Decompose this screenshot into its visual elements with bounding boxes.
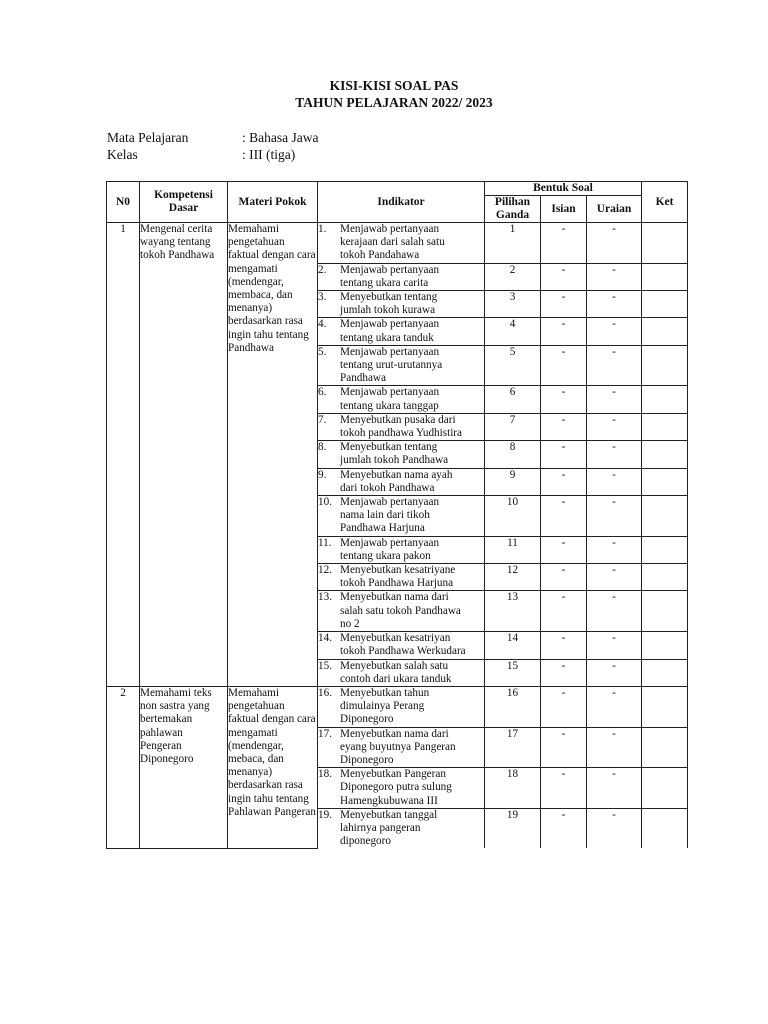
pilihan-ganda-cell: 13 [485, 591, 541, 632]
ket-cell [642, 659, 688, 686]
ket-cell [642, 345, 688, 386]
isian-cell: - [541, 564, 587, 591]
isian-cell: - [541, 441, 587, 468]
ket-cell [642, 468, 688, 495]
indikator-text: Menjawab pertanyaan tentang ukara tanduk [340, 318, 440, 344]
indikator-number: 6. [318, 386, 327, 399]
ket-cell [642, 686, 688, 727]
ket-cell [642, 223, 688, 264]
indikator-text: Menyebutkan nama ayah dari tokoh Pandhawa [340, 468, 453, 494]
ket-cell [642, 536, 688, 563]
uraian-cell: - [587, 291, 642, 318]
header-materi-pokok: Materi Pokok [228, 182, 318, 223]
uraian-cell: - [587, 686, 642, 727]
indikator-text: Menjawab pertanyaan tentang ukara tanggap [340, 386, 440, 412]
uraian-cell: - [587, 808, 642, 848]
uraian-cell: - [587, 223, 642, 264]
group-number: 2 [107, 686, 140, 848]
indikator-number: 15. [318, 659, 332, 672]
pilihan-ganda-cell: 16 [485, 686, 541, 727]
indikator-text: Menyebutkan Pangeran Diponegoro putra sulung Hamengkubuwana III [340, 768, 452, 807]
indikator-cell [318, 727, 485, 768]
meta-subject-value: : Bahasa Jawa [242, 130, 319, 145]
pilihan-ganda-cell: 17 [485, 727, 541, 768]
header-ket: Ket [642, 182, 688, 223]
isian-cell: - [541, 727, 587, 768]
indikator-cell [318, 768, 485, 809]
header-kompetensi-dasar: Kompetensi Dasar [140, 182, 228, 223]
indikator-number: 17. [318, 727, 332, 740]
uraian-cell: - [587, 496, 642, 537]
ket-cell [642, 632, 688, 659]
indikator-number: 4. [318, 318, 327, 331]
indikator-text: Menyebutkan tentang jumlah tokoh kurawa [340, 291, 438, 317]
materi-pokok-cell: Memahami pengetahuan faktual dengan cara mengamati (mendengar, membaca, dan menanya) berdasarkan rasa ingin tahu tentang Pandhawa [228, 223, 318, 687]
indikator-cell [318, 386, 485, 413]
pilihan-ganda-cell: 6 [485, 386, 541, 413]
indikator-text: Menyebutkan salah satu contoh dari ukara tanduk [340, 659, 452, 685]
pilihan-ganda-cell: 9 [485, 468, 541, 495]
table-row [107, 686, 688, 727]
header-isian: Isian [541, 196, 587, 223]
pilihan-ganda-cell: 4 [485, 318, 541, 345]
indikator-text: Menyebutkan kesatriyane tokoh Pandhawa Harjuna [340, 564, 456, 590]
indikator-cell [318, 223, 485, 264]
ket-cell [642, 318, 688, 345]
indikator-number: 19. [318, 808, 332, 821]
indikator-cell [318, 564, 485, 591]
indikator-cell [318, 318, 485, 345]
uraian-cell: - [587, 768, 642, 809]
indikator-number: 13. [318, 591, 332, 604]
group-number: 1 [107, 223, 140, 687]
indikator-cell [318, 345, 485, 386]
indikator-number: 1. [318, 223, 327, 235]
indikator-number: 9. [318, 468, 327, 481]
indikator-number: 7. [318, 413, 327, 426]
indikator-cell [318, 496, 485, 537]
uraian-cell: - [587, 659, 642, 686]
isian-cell: - [541, 468, 587, 495]
indikator-cell [318, 263, 485, 290]
uraian-cell: - [587, 345, 642, 386]
pilihan-ganda-cell: 11 [485, 536, 541, 563]
indikator-number: 11. [318, 536, 332, 549]
ket-cell [642, 386, 688, 413]
kompetensi-dasar-cell: Memahami teks non sastra yang bertemakan pahlawan Pengeran Diponegoro [140, 686, 228, 848]
indikator-cell [318, 808, 485, 848]
indikator-text: Menyebutkan nama dari eyang buyutnya Pangeran Diponegoro [340, 727, 456, 766]
uraian-cell: - [587, 564, 642, 591]
indikator-cell [318, 441, 485, 468]
indikator-number: 12. [318, 564, 332, 577]
indikator-text: Menjawab pertanyaan nama lain dari tikoh Pandhawa Harjuna [340, 496, 440, 535]
table-body [107, 223, 688, 849]
header-pilihan-ganda: Pilihan Ganda [485, 196, 541, 223]
pilihan-ganda-cell: 5 [485, 345, 541, 386]
indikator-text: Menyebutkan nama dari salah satu tokoh Pandhawa no 2 [340, 591, 461, 630]
ket-cell [642, 768, 688, 809]
indikator-number: 14. [318, 632, 332, 645]
indikator-cell [318, 536, 485, 563]
meta-class-label: Kelas [107, 147, 138, 162]
pilihan-ganda-cell: 19 [485, 808, 541, 848]
uraian-cell: - [587, 441, 642, 468]
indikator-text: Menjawab pertanyaan tentang ukara pakon [340, 536, 440, 562]
isian-cell: - [541, 591, 587, 632]
meta-class [107, 147, 295, 163]
indikator-cell [318, 659, 485, 686]
indikator-number: 16. [318, 686, 332, 699]
ket-cell [642, 441, 688, 468]
isian-cell: - [541, 291, 587, 318]
pilihan-ganda-cell: 2 [485, 263, 541, 290]
isian-cell: - [541, 808, 587, 848]
indikator-text: Menjawab pertanyaan tentang urut-urutannya Pandhawa [340, 345, 443, 385]
document-title: KISI-KISI SOAL PAS [329, 78, 459, 93]
ket-cell [642, 591, 688, 632]
uraian-cell: - [587, 727, 642, 768]
isian-cell: - [541, 318, 587, 345]
pilihan-ganda-cell: 7 [485, 413, 541, 440]
indikator-cell [318, 468, 485, 495]
ket-cell [642, 496, 688, 537]
indikator-number: 5. [318, 345, 327, 358]
indikator-text: Menyebutkan pusaka dari tokoh pandhawa Yudhistira [340, 413, 463, 440]
indikator-text: Menyebutkan kesatriyan tokoh Pandhawa Werkudara [340, 632, 466, 658]
isian-cell: - [541, 263, 587, 290]
uraian-cell: - [587, 318, 642, 345]
isian-cell: - [541, 632, 587, 659]
isian-cell: - [541, 686, 587, 727]
materi-pokok-cell: Memahami pengetahuan faktual dengan cara mengamati (mendengar, mebaca, dan menanya) berdasarkan rasa ingin tahu tentang Pahlawan Pangeran [228, 686, 318, 848]
isian-cell: - [541, 768, 587, 809]
isian-cell: - [541, 345, 587, 386]
indikator-text: Menjawab pertanyaan tentang ukara carita [340, 263, 440, 289]
pilihan-ganda-cell: 1 [485, 223, 541, 264]
indikator-number: 8. [318, 441, 327, 454]
indikator-cell [318, 291, 485, 318]
indikator-cell [318, 591, 485, 632]
meta-subject [107, 130, 318, 146]
indikator-text: Menyebutkan tentang jumlah tokoh Pandhawa [340, 441, 449, 467]
uraian-cell: - [587, 263, 642, 290]
isian-cell: - [541, 659, 587, 686]
isian-cell: - [541, 386, 587, 413]
indikator-number: 18. [318, 768, 332, 781]
pilihan-ganda-cell: 3 [485, 291, 541, 318]
indikator-number: 3. [318, 291, 327, 304]
ket-cell [642, 564, 688, 591]
isian-cell: - [541, 223, 587, 264]
kompetensi-dasar-cell: Mengenal cerita wayang tentang tokoh Pandhawa [140, 223, 228, 687]
isian-cell: - [541, 413, 587, 440]
ket-cell [642, 263, 688, 290]
ket-cell [642, 727, 688, 768]
kisi-table [106, 181, 688, 849]
uraian-cell: - [587, 386, 642, 413]
ket-cell [642, 413, 688, 440]
indikator-cell [318, 686, 485, 727]
uraian-cell: - [587, 536, 642, 563]
indikator-text: Menjawab pertanyaan kerajaan dari salah satu tokoh Pandahawa [340, 223, 445, 262]
indikator-cell [318, 413, 485, 440]
uraian-cell: - [587, 468, 642, 495]
ket-cell [642, 291, 688, 318]
pilihan-ganda-cell: 15 [485, 659, 541, 686]
uraian-cell: - [587, 591, 642, 632]
meta-class-value: : III (tiga) [242, 147, 296, 162]
pilihan-ganda-cell: 10 [485, 496, 541, 537]
indikator-text: Menyebutkan tanggal lahirnya pangeran diponegoro [340, 808, 438, 848]
isian-cell: - [541, 536, 587, 563]
uraian-cell: - [587, 632, 642, 659]
header-no: N0 [107, 182, 140, 223]
ket-cell [642, 808, 688, 848]
pilihan-ganda-cell: 14 [485, 632, 541, 659]
meta-subject-label: Mata Pelajaran [107, 130, 189, 145]
uraian-cell: - [587, 413, 642, 440]
indikator-text: Menyebutkan tahun dimulainya Perang Diponegoro [340, 686, 430, 726]
pilihan-ganda-cell: 12 [485, 564, 541, 591]
indikator-number: 2. [318, 263, 327, 276]
document-subtitle: TAHUN PELAJARAN 2022/ 2023 [295, 95, 493, 110]
indikator-number: 10. [318, 496, 332, 509]
header-indikator: Indikator [318, 182, 485, 223]
header-uraian: Uraian [587, 196, 642, 223]
pilihan-ganda-cell: 8 [485, 441, 541, 468]
header-bentuk-soal: Bentuk Soal [485, 182, 642, 196]
table-row [107, 223, 688, 264]
indikator-cell [318, 632, 485, 659]
pilihan-ganda-cell: 18 [485, 768, 541, 809]
isian-cell: - [541, 496, 587, 537]
